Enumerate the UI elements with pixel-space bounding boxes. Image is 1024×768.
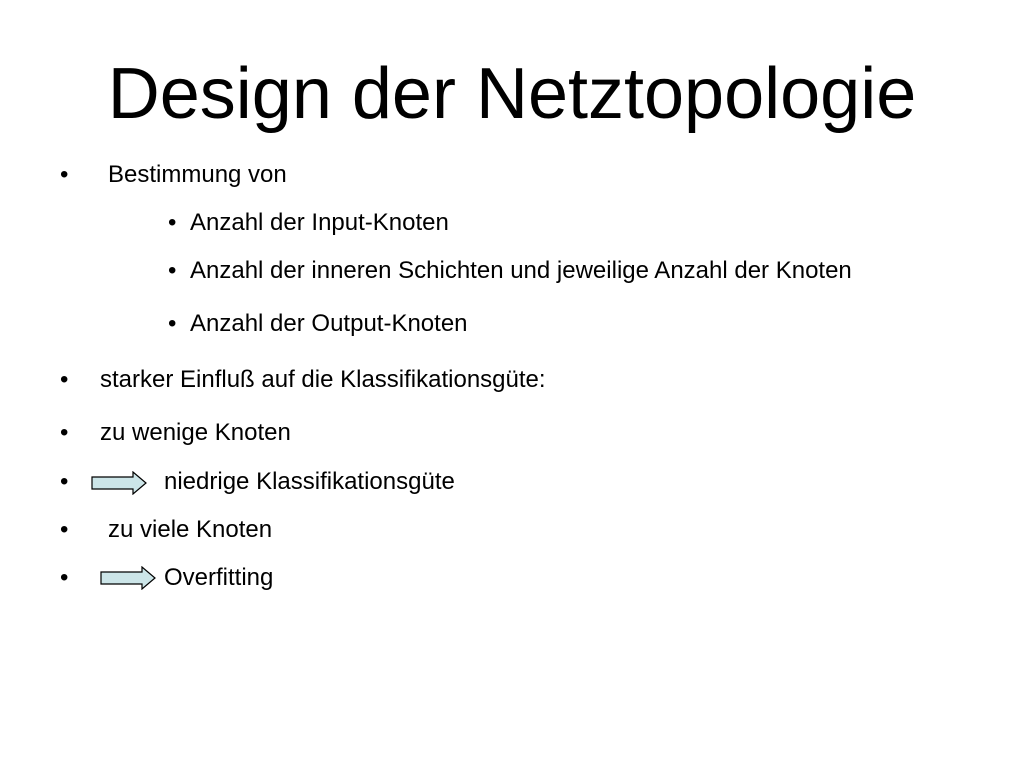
bullet: • <box>60 161 69 188</box>
bullet-text: zu wenige Knoten <box>100 419 291 446</box>
sub-bullet-text: Anzahl der Output-Knoten <box>190 310 468 337</box>
bullet: • <box>60 366 69 393</box>
bullet-text: zu viele Knoten <box>108 516 273 543</box>
bullet-text: niedrige Klassifikationsgüte <box>164 468 455 495</box>
bullet: • <box>60 468 69 495</box>
right-arrow-icon <box>100 566 156 590</box>
sub-bullet-text: Anzahl der Input-Knoten <box>190 209 449 236</box>
bullet: • <box>60 564 69 591</box>
bullet: • <box>60 419 69 446</box>
bullet-text: Overfitting <box>164 564 274 591</box>
sub-bullet-text: Anzahl der inneren Schichten und jeweilige Anzahl der Knoten <box>190 257 852 284</box>
sub-bullet: • <box>168 209 177 236</box>
sub-bullet: • <box>168 310 177 337</box>
sub-bullet: • <box>168 257 177 284</box>
bullet-text: starker Einfluß auf die Klassifikationsgüte: <box>100 366 546 393</box>
slide-title: Design der Netztopologie <box>107 54 917 134</box>
bullet-text: Bestimmung von <box>108 161 287 188</box>
right-arrow-icon <box>91 471 147 495</box>
bullet: • <box>60 516 69 543</box>
